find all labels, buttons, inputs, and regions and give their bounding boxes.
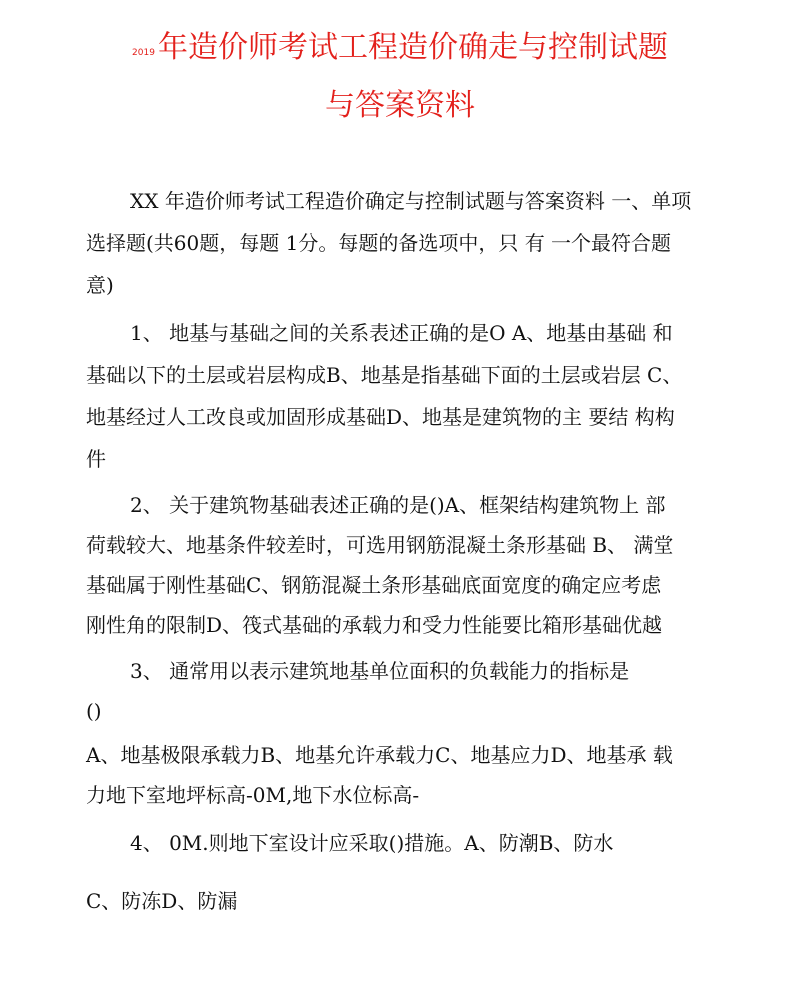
body-line-2: 选择题(共60题，每题 1分。每题的备选项中，只 有 一个最符合题 <box>86 231 672 255</box>
body-line-6: 地基经过人工改良或加固形成基础D、地基是建筑物的主 要结 构构 <box>86 405 675 429</box>
title-year: 2019 <box>132 48 155 58</box>
body-line-4: 1、 地基与基础之间的关系表述正确的是O A、地基由基础 和 <box>130 321 673 345</box>
body-line-3: 意) <box>86 273 114 297</box>
body-line-8: 2、 关于建筑物基础表述正确的是()A、框架结构建筑物上 部 <box>130 493 666 517</box>
body-line-11: 刚性角的限制D、筏式基础的承载力和受力性能要比箱形基础优越 <box>86 613 663 637</box>
body-line-17: C、防冻D、防漏 <box>86 889 238 913</box>
title-text-1: 年造价师考试工程造价确走与控制试题 <box>157 30 668 65</box>
document-title-line-2: 与答案资料 <box>325 88 475 123</box>
body-line-5: 基础以下的土层或岩层构成B、地基是指基础下面的土层或岩层 C、 <box>86 363 683 387</box>
document-title-line-1 <box>0 30 800 71</box>
body-line-10: 基础属于刚性基础C、钢筋混凝土条形基础底面宽度的确定应考虑 <box>86 573 662 597</box>
body-line-14: A、地基极限承载力B、地基允许承载力C、地基应力D、地基承 载 <box>86 743 673 767</box>
body-line-1: XX 年造价师考试工程造价确定与控制试题与答案资料 一、单项 <box>130 189 692 213</box>
body-line-13: () <box>86 699 102 723</box>
body-line-7: 件 <box>86 447 106 471</box>
body-line-15: 力地下室地坪标高-0M,地下水位标高- <box>86 783 420 807</box>
body-line-9: 荷载较大、地基条件较差时，可选用钢筋混凝土条形基础 B、 满堂 <box>86 533 674 557</box>
body-line-16: 4、 0M.则地下室设计应采取()措施。A、防潮B、防水 <box>130 831 614 855</box>
body-line-12: 3、 通常用以表示建筑地基单位面积的负载能力的指标是 <box>130 659 630 683</box>
